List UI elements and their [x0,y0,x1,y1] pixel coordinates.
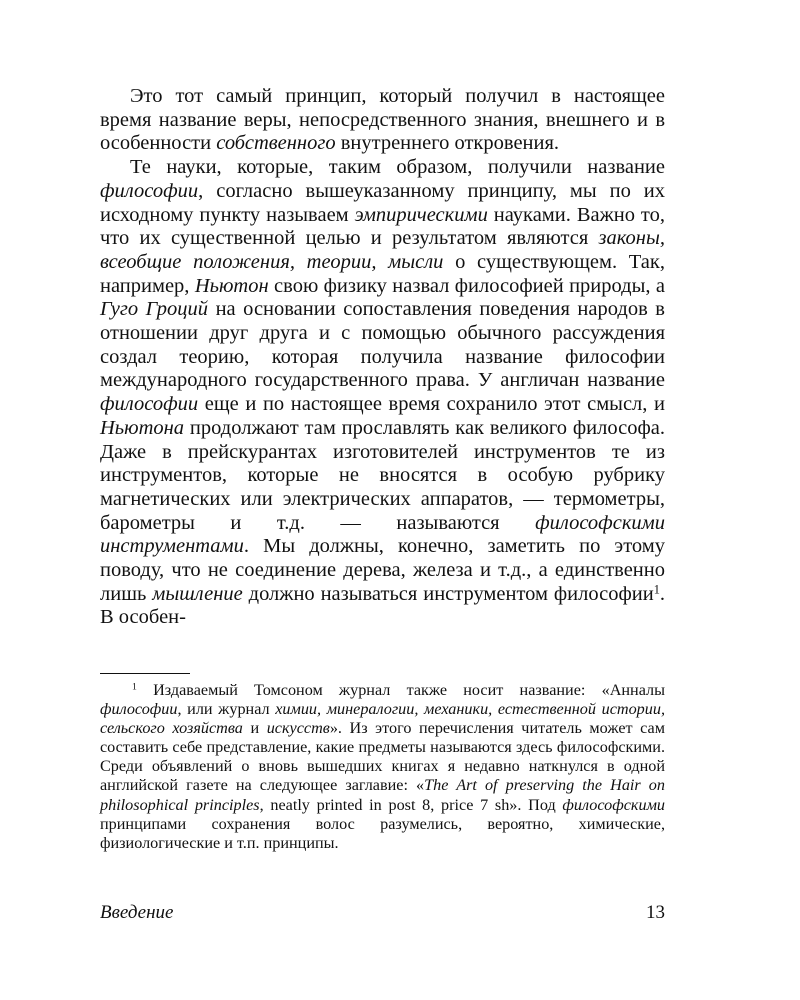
italic-text: The Art of preserving the Hair on philosophical principles [100,776,665,814]
text-segment: Те науки, которые, таким образом, получили название [130,156,665,179]
text-segment: ». Из этого перечисления читатель может сам составить себе представление, какие предметы называются здесь философскими. Среди объявлений о вновь вышедших книгах я недавно наткнулся в одной английской газете на следующее заглавие: « [100,719,665,795]
italic-text: философии [100,393,199,416]
text-segment: науками. Важно то, что их существенной целью и результатом являются [100,203,665,250]
paragraph [100,156,665,630]
italic-text: философскими [562,795,666,814]
footnote-marker: 1 [132,681,137,693]
page-number: 13 [646,902,665,923]
text-segment: внутреннего откровения. [335,132,560,155]
italic-text: законы, всеобщие положения, теории, мысли [100,227,665,273]
italic-text: собственного [216,132,336,155]
text-segment: свою физику назвал философией природы, а [268,274,666,297]
italic-text: искусств [266,719,330,738]
text-segment: о существующем. Так, например, [100,250,665,297]
text-segment: , согласно вышеуказанному принципу, мы по их исходному пункту называем [100,179,665,226]
italic-text: Ньютона [100,416,185,439]
footnotes [100,681,665,853]
footnote [100,681,665,853]
italic-text: философии [100,179,199,202]
text-segment: должно называться инструментом философии [242,582,654,605]
italic-text: химии, минералогии, механики, естественной истории, сельского хозяйства [100,700,665,738]
footnote-separator [100,673,190,674]
text-segment: на основании сопоставления поведения народов в отношении друг друга и с помощью обычного рассуждения создал теорию, которая получила название философии международного государственного права. У англичан название [100,298,665,392]
running-title: Введение [100,902,174,923]
main-text [100,85,665,630]
paragraph [100,85,665,156]
italic-text: Ньютон [194,274,269,297]
page-footer [100,902,665,926]
italic-text: мышление [152,582,243,605]
text-segment: , neatly printed in post 8, price 7 sh». Под [259,795,563,814]
text-segment: и [242,719,267,738]
text-segment: еще и по настоящее время сохранило этот смысл, и [198,393,665,416]
italic-text: философскими инструментами [100,511,665,558]
footnote-marker: 1 [653,582,660,597]
italic-text: философии [100,700,178,719]
text-segment: . В особен- [100,582,665,629]
italic-text: эмпирическими [354,203,488,226]
text-segment: Это тот самый принцип, который получил в настоящее время название веры, непосредственного знания, внешнего и в особенности [100,85,665,155]
text-segment: Издаваемый Томсоном журнал также носит название: «Анналы [136,681,665,699]
text-segment: . Мы должны, конечно, заметить по этому поводу, что не соединение дерева, железа и т.д., а единственно лишь [100,535,665,605]
text-segment: продолжают там прославлять как великого философа. Даже в прейскурантах изготовителей инструментов те из инструментов, которые не вносятся в особую рубрику магнетических или электрических аппаратов, — термометры, барометры и т.д. — называются [100,416,665,534]
text-segment: принципами сохранения волос разумелись, вероятно, химические, физиологические и т.п. принципы. [100,814,665,852]
text-segment: , или журнал [177,700,276,719]
italic-text: Гуго Гроций [100,298,209,321]
